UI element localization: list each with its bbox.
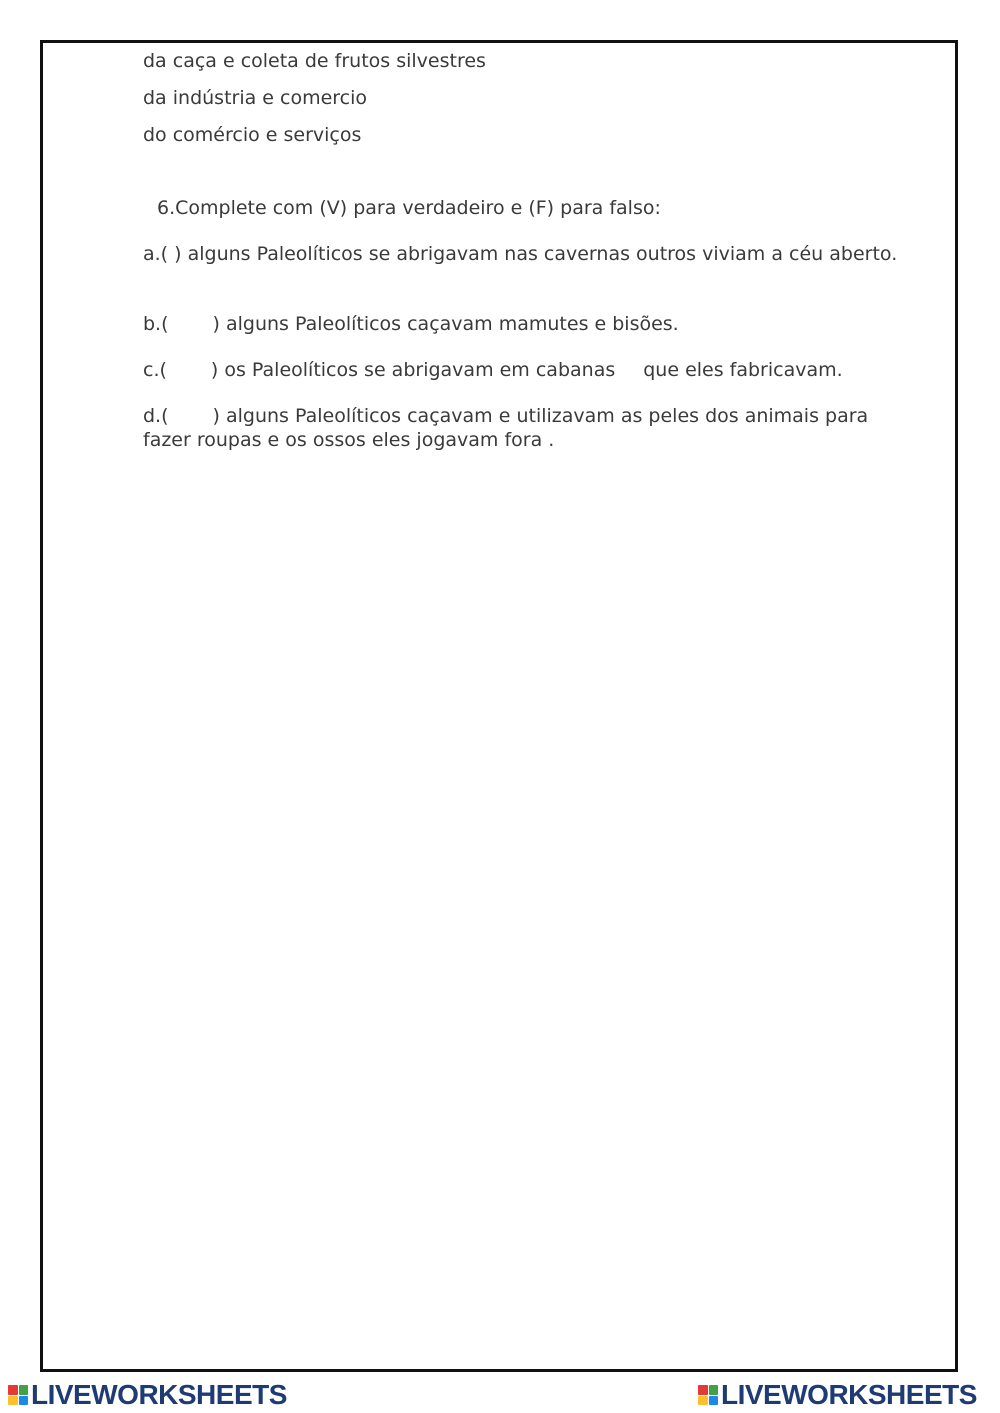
liveworksheets-brand-text: LIVEWORKSHEETS (721, 1379, 977, 1410)
logo-square-red (8, 1385, 18, 1395)
answer-option-1: da caça e coleta de frutos silvestres (143, 50, 486, 72)
logo-square-red (698, 1385, 708, 1395)
statement-c (143, 358, 913, 382)
logo-square-green (709, 1385, 719, 1395)
logo-square-yellow (698, 1396, 708, 1406)
statement-d-prefix: d.( (143, 405, 169, 427)
liveworksheets-logo-icon (698, 1385, 718, 1405)
statement-b-prefix: b.( (143, 313, 169, 335)
liveworksheets-logo-right (698, 1380, 977, 1410)
worksheet-frame (40, 40, 958, 1372)
answer-option-3: do comércio e serviços (143, 124, 362, 146)
statement-c-text-part1: ) os Paleolíticos se abrigavam em cabanas (210, 359, 616, 381)
logo-square-blue (19, 1396, 29, 1406)
liveworksheets-logo-left (8, 1380, 287, 1410)
statement-c-prefix: c.( (143, 359, 167, 381)
question-6-title: 6.Complete com (V) para verdadeiro e (F) para falso: (157, 197, 661, 219)
statement-d (143, 404, 913, 452)
logo-square-green (19, 1385, 29, 1395)
liveworksheets-brand-text: LIVEWORKSHEETS (31, 1379, 287, 1410)
statement-c-text-part2: que eles fabricavam. (643, 359, 843, 381)
liveworksheets-logo-icon (8, 1385, 28, 1405)
statement-a: a.( ) alguns Paleolíticos se abrigavam nas cavernas outros viviam a céu aberto. (143, 243, 898, 265)
logo-square-blue (709, 1396, 719, 1406)
statement-d-text: ) alguns Paleolíticos caçavam e utilizavam as peles dos animais para fazer roupas e os ossos eles jogavam fora . (143, 405, 869, 451)
statement-b-text: ) alguns Paleolíticos caçavam mamutes e bisões. (212, 313, 679, 335)
statement-b (143, 312, 913, 336)
logo-square-yellow (8, 1396, 18, 1406)
answer-option-2: da indústria e comercio (143, 87, 368, 109)
